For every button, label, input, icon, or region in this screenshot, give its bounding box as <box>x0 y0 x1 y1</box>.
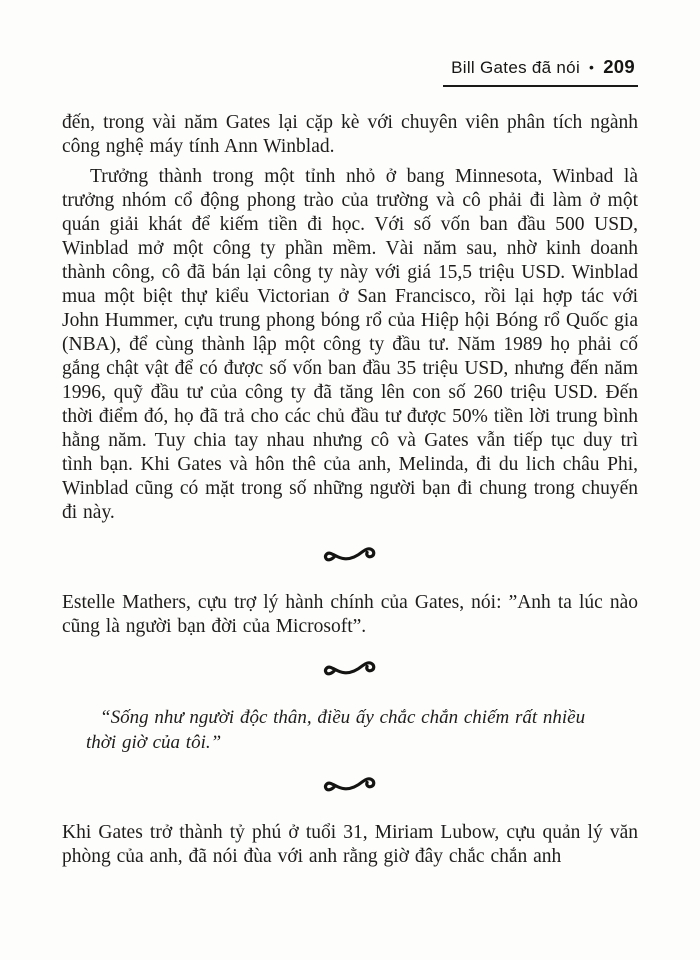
bullet-separator-icon: • <box>589 59 595 75</box>
paragraph-miriam-lubow: Khi Gates trở thành tỷ phú ở tuổi 31, Miriam Lubow, cựu quản lý văn phòng của anh, đã nói đùa với anh rằng giờ đây chắc chắn anh <box>62 822 638 867</box>
swash-tilde-ornament-icon <box>319 771 381 797</box>
section-divider <box>62 655 638 681</box>
paragraph-continued: đến, trong vài năm Gates lại cặp kè với chuyên viên phân tích ngành công nghệ máy tính Ann Winblad. <box>62 112 638 157</box>
page-body <box>62 111 638 869</box>
paragraph-estelle-mathers: Estelle Mathers, cựu trợ lý hành chính của Gates, nói: ”Anh ta lúc nào cũng là người bạn đời của Microsoft”. <box>62 592 638 637</box>
running-header <box>443 56 638 87</box>
swash-tilde-ornament-icon <box>319 541 381 567</box>
section-divider <box>62 771 638 797</box>
page-header <box>62 56 638 87</box>
running-title: Bill Gates đã nói <box>451 58 581 77</box>
paragraph-winblad-story: Trưởng thành trong một tỉnh nhỏ ở bang Minnesota, Winbad là trưởng nhóm cổ động phong trào của trường và cô phải đi làm ở một quán giải khát để kiếm tiền đi học. Với số vốn ban đầu 500 USD, Winblad mở một công ty phần mềm. Vài năm sau, nhờ kinh doanh thành công, cô đã bán lại công ty này với giá 15,5 triệu USD. Winblad mua một biệt thự kiểu Victorian ở San Francisco, rồi lại hợp tác với John Hummer, cựu trung phong bóng rổ của Hiệp hội Bóng rổ Quốc gia (NBA), để cùng thành lập một công ty đầu tư. Năm 1989 họ phải cố gắng chật vật để có được số vốn ban đầu 35 triệu USD, nhưng đến năm 1996, quỹ đầu tư của công ty đã tăng lên con số 260 triệu USD. Đến thời điểm đó, họ đã trả cho các chủ đầu tư được 50% tiền lời trung bình hằng năm. Tuy chia tay nhau nhưng cô và Gates vẫn tiếp tục duy trì tình bạn. Khi Gates và hôn thê của anh, Melinda, đi du lich châu Phi, Winblad cũng có mặt trong số những người bạn đi chung trong chuyến đi này. <box>62 166 638 523</box>
page-number: 209 <box>603 56 635 77</box>
pull-quote: “Sống như người độc thân, điều ấy chắc chắn chiếm rất nhiều thời giờ của tôi.” <box>86 707 586 753</box>
section-divider <box>62 541 638 567</box>
swash-tilde-ornament-icon <box>319 655 381 681</box>
